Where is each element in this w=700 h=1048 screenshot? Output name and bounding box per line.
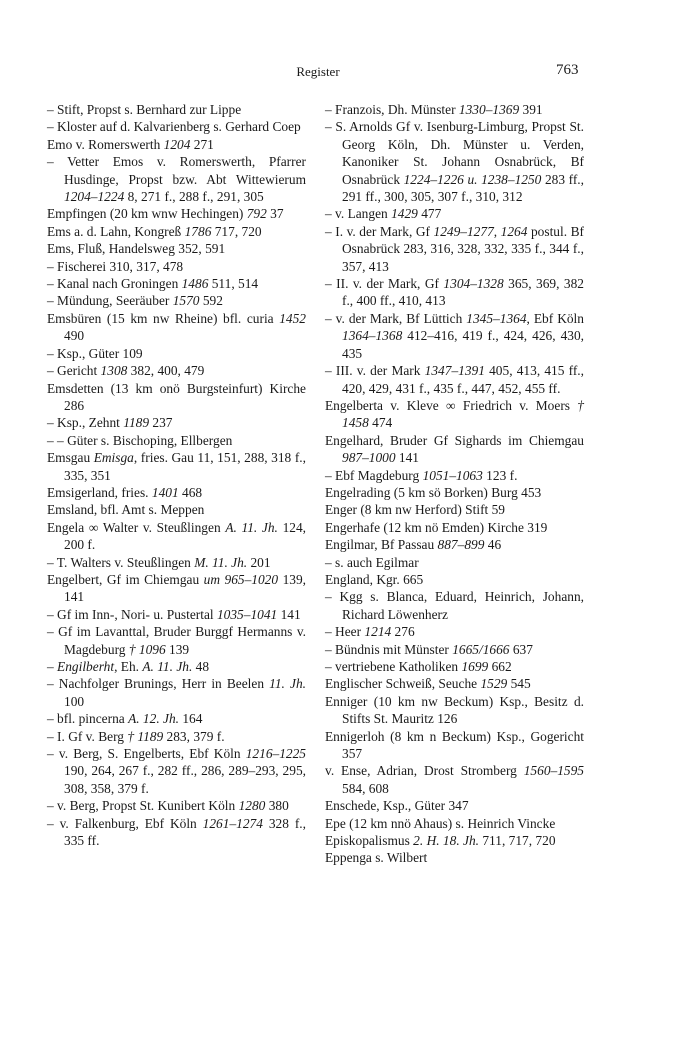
index-entry: Engela ∞ Walter v. Steußlingen A. 11. Jh. 124, 200 f. — [47, 519, 307, 553]
index-entry: – I. Gf v. Berg † 1189 283, 379 f. — [47, 728, 225, 744]
index-entry: – Bündnis mit Münster 1665/1666 637 — [325, 641, 533, 657]
index-entry: Emsland, bfl. Amt s. Meppen — [47, 502, 205, 518]
index-entry: Emo v. Romerswerth 1204 271 — [47, 136, 214, 152]
index-entry: – Fischerei 310, 317, 478 — [47, 258, 184, 274]
index-entry: – Ksp., Güter 109 — [47, 345, 143, 361]
index-entry: Emsgau Emisga, fries. Gau 11, 151, 288, 318 f., 335, 351 — [47, 450, 306, 483]
index-entry: Ems a. d. Lahn, Kongreß 1786 717, 720 — [47, 223, 262, 239]
index-entry: – Kloster auf d. Kalvarienberg s. Gerhard Coep — [47, 119, 301, 135]
index-entry: – Vetter Emos v. Romerswerth, Pfarrer Husdinge, Propst bzw. Abt Wittewierum 1204–1224 8, 271 f., 288 f., 291, 305 — [47, 154, 306, 205]
index-entry: – – Güter s. Bischoping, Ellbergen — [47, 432, 233, 448]
index-entry: – Gf im Inn-, Nori- u. Pustertal 1035–1041 141 — [47, 606, 301, 622]
index-entry: – Ebf Magdeburg 1051–1063 123 f. — [325, 467, 518, 483]
index-entry: v. Ense, Adrian, Drost Stromberg 1560–1595 584, 608 — [325, 763, 584, 796]
index-entry: – s. auch Egilmar — [325, 554, 419, 570]
index-entry: Eppenga s. Wilbert — [325, 850, 428, 866]
index-column-left — [47, 101, 306, 849]
index-entry: Ems, Fluß, Handelsweg 352, 591 — [47, 241, 226, 257]
index-entry: Epe (12 km nnö Ahaus) s. Heinrich Vincke — [325, 815, 556, 831]
index-entry: – v. der Mark, Bf Lüttich 1345–1364, Ebf Köln 1364–1368 412–416, 419 f., 424, 426, 430, 435 — [325, 310, 584, 361]
index-entry: England, Kgr. 665 — [325, 571, 424, 587]
index-entry: – T. Walters v. Steußlingen M. 11. Jh. 201 — [47, 554, 271, 570]
index-entry: – Gf im Lavanttal, Bruder Burggf Hermanns v. Magdeburg † 1096 139 — [47, 624, 306, 657]
index-entry: Episkopalismus 2. H. 18. Jh. 711, 717, 720 — [325, 833, 556, 849]
index-entry: – III. v. der Mark 1347–1391 405, 413, 415 ff., 420, 429, 431 f., 435 f., 447, 452, 455 ff. — [325, 363, 585, 396]
index-entry: Engelbert, Gf im Chiemgau um 965–1020 139, 141 — [47, 571, 306, 605]
index-entry: Engerhafe (12 km nö Emden) Kirche 319 — [325, 519, 548, 535]
index-entry: – Heer 1214 276 — [325, 624, 415, 640]
index-entry: Emsbüren (15 km nw Rheine) bfl. curia 1452 490 — [47, 310, 306, 344]
index-entry: Enniger (10 km nw Beckum) Ksp., Besitz d. Stifts St. Mauritz 126 — [325, 693, 584, 727]
index-entry: Empfingen (20 km wnw Hechingen) 792 37 — [47, 206, 284, 222]
index-entry: – v. Berg, Propst St. Kunibert Köln 1280 380 — [47, 798, 289, 814]
page-number: 763 — [556, 62, 579, 78]
index-entry: – v. Langen 1429 477 — [325, 206, 442, 222]
index-entry: Engelrading (5 km sö Borken) Burg 453 — [325, 484, 542, 500]
index-entry: Emsdetten (13 km onö Burgsteinfurt) Kirche 286 — [47, 380, 306, 413]
index-entry: – Nachfolger Brunings, Herr in Beelen 11. Jh. 100 — [47, 676, 306, 709]
index-entry: – Kgg s. Blanca, Eduard, Heinrich, Johann, Richard Löwenherz — [325, 589, 584, 622]
index-entry: – Mündung, Seeräuber 1570 592 — [47, 293, 223, 309]
index-entry: – S. Arnolds Gf v. Isenburg-Limburg, Propst St. Georg Köln, Dh. Münster u. Verden, Kanoniker St. Johann Osnabrück, Bf Osnabrück 1224–1226 u. 1238–1250 283 ff., 291 ff., 300, 305, 307 f., 310, 312 — [325, 119, 584, 205]
index-entry: – Franzois, Dh. Münster 1330–1369 391 — [325, 102, 543, 117]
index-entry: Engilmar, Bf Passau 887–899 46 — [325, 537, 502, 553]
index-entry: – Gericht 1308 382, 400, 479 — [47, 363, 205, 379]
index-entry: Engelberta v. Kleve ∞ Friedrich v. Moers † 1458 474 — [325, 397, 584, 431]
index-entry: Engelhard, Bruder Gf Sighards im Chiemgau 987–1000 141 — [325, 432, 584, 466]
index-entry: – Engilberht, Eh. A. 11. Jh. 48 — [47, 659, 210, 674]
running-header-title: Register — [296, 64, 340, 79]
index-entry: – I. v. der Mark, Gf 1249–1277, 1264 postul. Bf Osnabrück 283, 316, 328, 332, 335 f., 344 f., 357, 413 — [325, 223, 584, 274]
index-entry: Enschede, Ksp., Güter 347 — [325, 798, 469, 814]
index-entry: – II. v. der Mark, Gf 1304–1328 365, 369, 382 f., 400 ff., 410, 413 — [325, 276, 584, 309]
index-entry: – Kanal nach Groningen 1486 511, 514 — [47, 276, 259, 292]
index-entry: Ennigerloh (8 km n Beckum) Ksp., Gogericht 357 — [325, 728, 584, 762]
index-entry: – v. Berg, S. Engelberts, Ebf Köln 1216–1225 190, 264, 267 f., 282 ff., 286, 289–293, 295, 308, 358, 379 f. — [47, 746, 306, 796]
index-entry: – vertriebene Katholiken 1699 662 — [325, 659, 512, 674]
index-entry: – bfl. pincerna A. 12. Jh. 164 — [47, 711, 203, 727]
index-column-right — [325, 101, 584, 867]
index-entry: Enger (8 km nw Herford) Stift 59 — [325, 502, 505, 518]
index-entry: Englischer Schweiß, Seuche 1529 545 — [325, 676, 531, 692]
index-entry: – v. Falkenburg, Ebf Köln 1261–1274 328 f., 335 ff. — [47, 815, 306, 849]
index-entry: – Stift, Propst s. Bernhard zur Lippe — [47, 102, 242, 117]
index-entry: – Ksp., Zehnt 1189 237 — [47, 415, 173, 431]
index-entry: Emsigerland, fries. 1401 468 — [47, 484, 203, 500]
